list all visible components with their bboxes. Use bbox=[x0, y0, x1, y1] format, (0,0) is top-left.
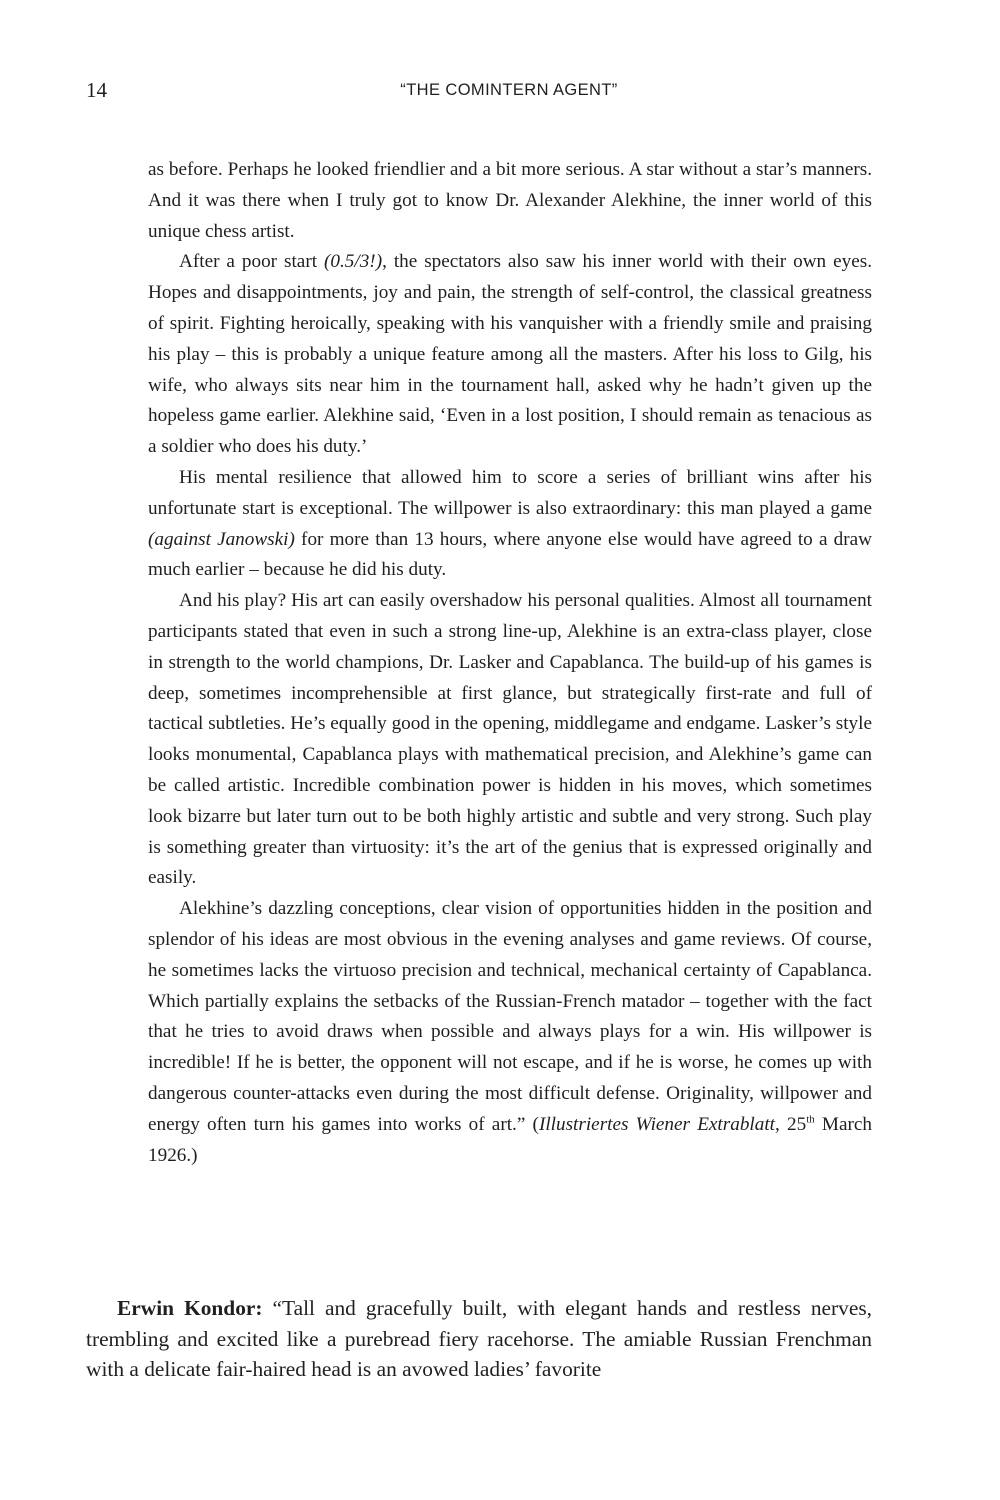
quote-paragraph-2 bbox=[148, 247, 872, 463]
kondor-paragraph bbox=[86, 1293, 872, 1385]
speaker-name: Erwin Kondor: bbox=[117, 1296, 263, 1320]
page-number: 14 bbox=[86, 78, 107, 102]
quote-paragraph-1 bbox=[148, 155, 872, 247]
quote-text: Alekhine’s dazzling conceptions, clear vision of opportunities hidden in the position and splendor of his ideas are most obvious in the evening analyses and game reviews. Of course, he sometimes lacks the virtuoso precision and technical, mechanical certainty of Capablanca. Which partially explains the setbacks of the Russian-French matador – together with the fact that he tries to avoid draws when possible and always plays for a win. His willpower is incredible! If he is better, the opponent will not escape, and if he is worse, he comes up with dangerous counter-attacks even during the most difficult defense. Originality, willpower and energy often turn his games into works of art.” ( bbox=[148, 898, 872, 1135]
quote-text: as before. Perhaps he looked friendlier and a bit more serious. A star without a star’s manners. And it was there when I truly got to know Dr. Alexander Alekhine, the inner world of this unique chess artist. bbox=[148, 159, 872, 242]
running-head: “THE COMINTERN AGENT” bbox=[400, 81, 618, 99]
opponent-note: (against Janowski) bbox=[148, 528, 295, 550]
quote-paragraph-4 bbox=[148, 586, 872, 894]
score-note: (0.5/3!) bbox=[324, 251, 383, 273]
quote-paragraph-5 bbox=[148, 894, 872, 1171]
quote-text: And his play? His art can easily overshadow his personal qualities. Almost all tournament participants stated that even in such a strong line-up, Alekhine is an extra-class player, close in strength to the world champions, Dr. Lasker and Capablanca. The build-up of his games is deep, sometimes incomprehensible at first glance, but strategically first-rate and full of tactical subtleties. He’s equally good in the opening, middlegame and endgame. Lasker’s style looks monumental, Capablanca plays with mathematical precision, and Alekhine’s game can be called artistic. Incredible combination power is hidden in his moves, which sometimes look bizarre but later turn out to be both highly artistic and subtle and very strong. Such play is something greater than virtuosity: it’s the art of the genius that is expressed originally and easily. bbox=[148, 590, 872, 889]
paragraph-text: “Tall and gracefully built, with elegant hands and restless nerves, trembling and excited like a purebread fiery racehorse. The amiable Russian Frenchman with a delicate fair-haired head is an avowed ladies’ favorite bbox=[86, 1296, 872, 1381]
quote-text: , the spectators also saw his inner world with their own eyes. Hopes and disappointments, joy and pain, the strength of self-control, the classical greatness of spirit. Fighting heroically, speaking with his vanquisher with a friendly smile and praising his play – this is probably a unique feature among all the masters. After his loss to Gilg, his wife, who always sits near him in the tournament hall, asked why he hadn’t given up the hopeless game earlier. Alekhine said, ‘Even in a lost position, I should remain as tenacious as a soldier who does his duty.’ bbox=[148, 251, 872, 458]
source-date: , 25 bbox=[775, 1113, 807, 1135]
quote-text: for more than 13 hours, where anyone else would have agreed to a draw much earlier – because he did his duty. bbox=[148, 528, 872, 581]
quote-text: His mental resilience that allowed him to score a series of brilliant wins after his unfortunate start is exceptional. The willpower is also extraordinary: this man played a game bbox=[148, 466, 872, 519]
date-superscript: th bbox=[806, 1113, 815, 1126]
source-date-rest: March 1926.) bbox=[148, 1113, 873, 1166]
page-header bbox=[86, 76, 872, 106]
quote-text: After a poor start bbox=[179, 251, 324, 273]
source-title: Illustriertes Wiener Extrablatt bbox=[538, 1113, 776, 1135]
quote-block bbox=[148, 155, 872, 1171]
quote-paragraph-3 bbox=[148, 463, 872, 586]
